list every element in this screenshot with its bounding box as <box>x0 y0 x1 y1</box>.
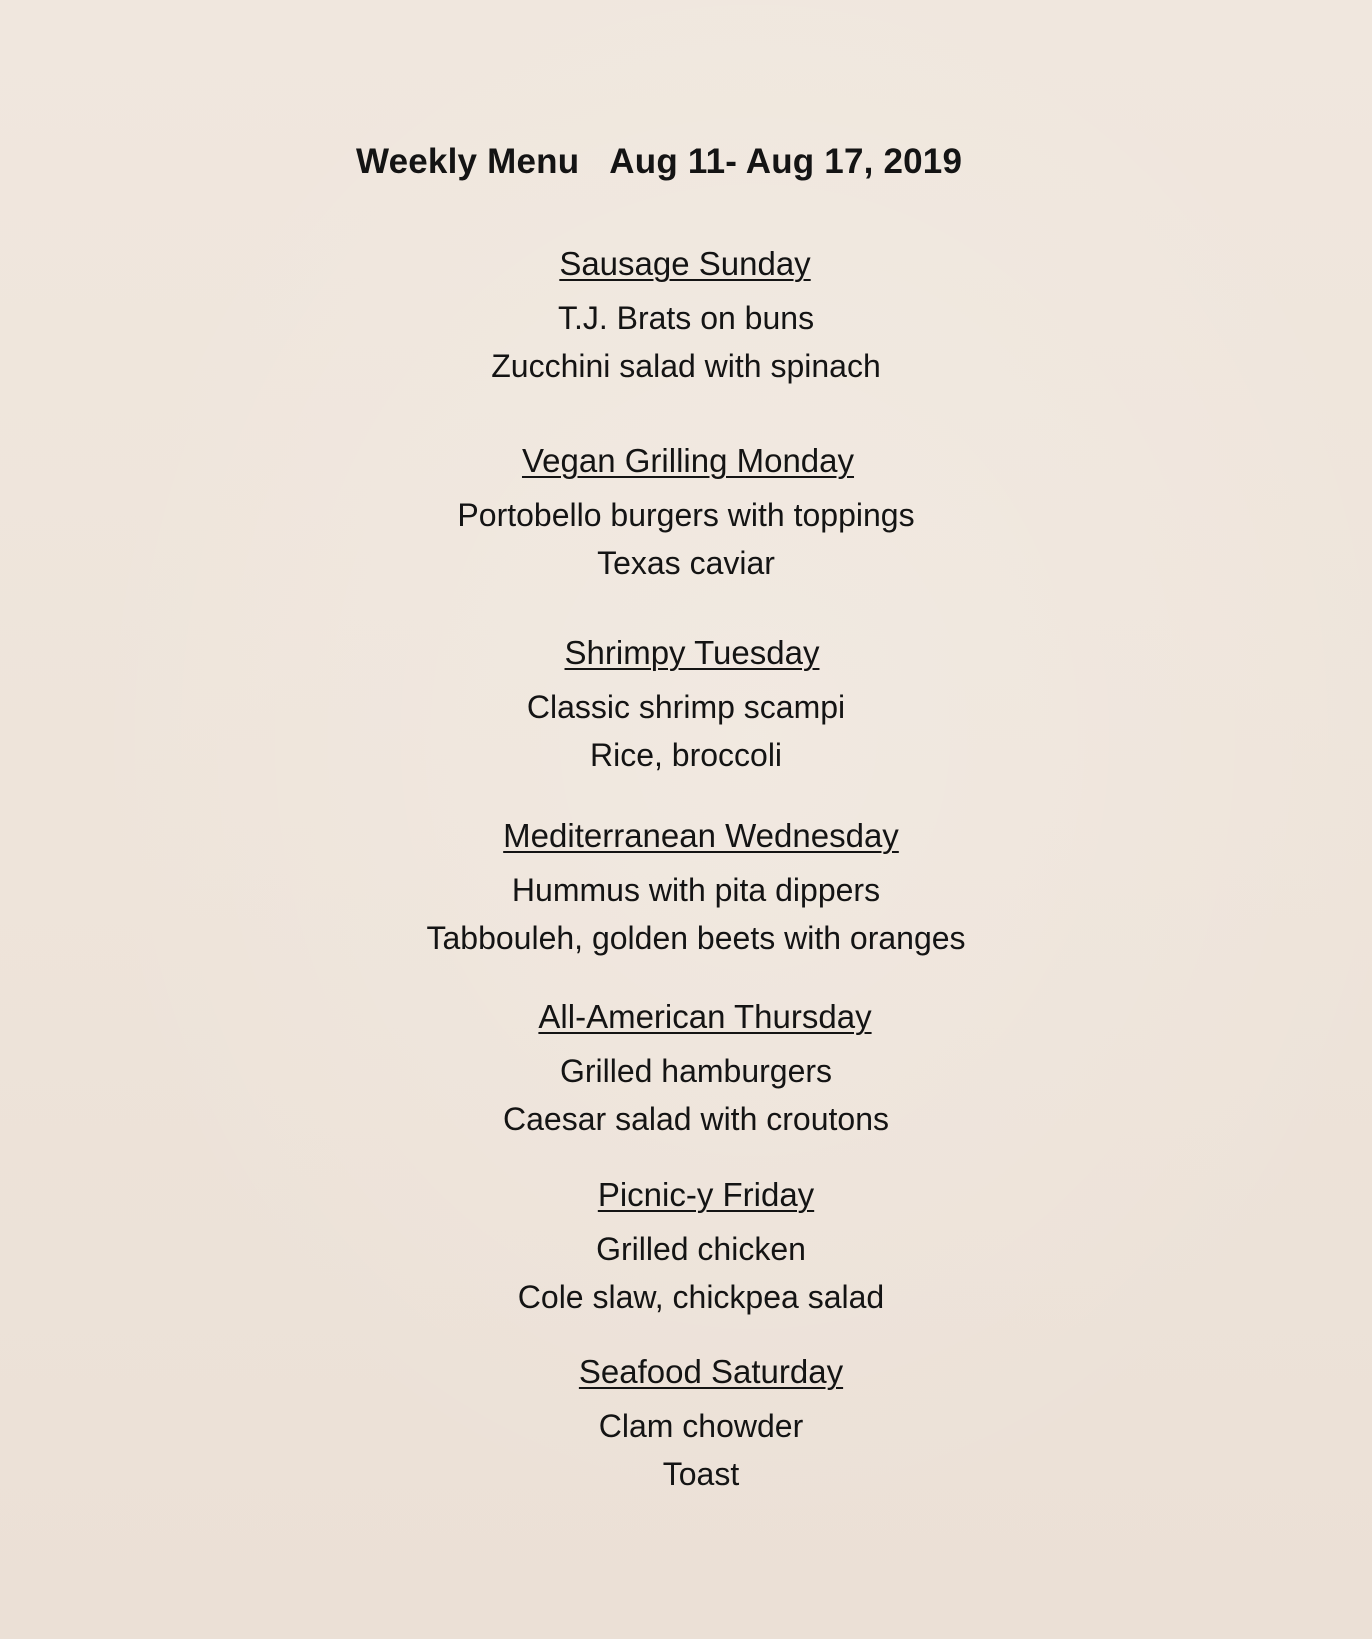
menu-item: Tabbouleh, golden beets with oranges <box>426 920 966 956</box>
day-section-sunday <box>0 244 1372 390</box>
menu-item: Cole slaw, chickpea salad <box>517 1279 885 1315</box>
menu-title <box>356 142 962 182</box>
menu-date-range: Aug 11- Aug 17, 2019 <box>609 142 963 181</box>
menu-item: Rice, broccoli <box>589 737 783 773</box>
menu-item: Grilled hamburgers <box>559 1053 833 1089</box>
day-heading: Seafood Saturday <box>578 1353 844 1390</box>
day-section-friday <box>0 1175 1372 1321</box>
day-section-thursday <box>0 997 1372 1143</box>
day-heading: Mediterranean Wednesday <box>503 817 899 854</box>
day-heading: Picnic-y Friday <box>597 1176 815 1213</box>
menu-item: Hummus with pita dippers <box>511 872 881 908</box>
day-section-tuesday <box>0 633 1372 779</box>
day-heading: Shrimpy Tuesday <box>564 634 820 671</box>
menu-item: Texas caviar <box>597 545 775 581</box>
menu-item: Toast <box>662 1456 740 1492</box>
menu-item: Classic shrimp scampi <box>526 689 846 725</box>
menu-item: Zucchini salad with spinach <box>491 348 881 384</box>
menu-item: Portobello burgers with toppings <box>457 497 915 533</box>
day-heading: Vegan Grilling Monday <box>521 442 855 479</box>
menu-item: T.J. Brats on buns <box>557 300 815 336</box>
menu-item: Caesar salad with croutons <box>503 1101 889 1137</box>
day-heading: Sausage Sunday <box>559 245 811 282</box>
day-heading: All-American Thursday <box>538 998 872 1035</box>
menu-item: Clam chowder <box>598 1408 804 1444</box>
menu-title-label: Weekly Menu <box>356 142 580 181</box>
menu-item: Grilled chicken <box>596 1231 806 1267</box>
day-section-wednesday <box>0 816 1372 962</box>
day-section-monday <box>0 441 1372 587</box>
day-section-saturday <box>0 1352 1372 1498</box>
